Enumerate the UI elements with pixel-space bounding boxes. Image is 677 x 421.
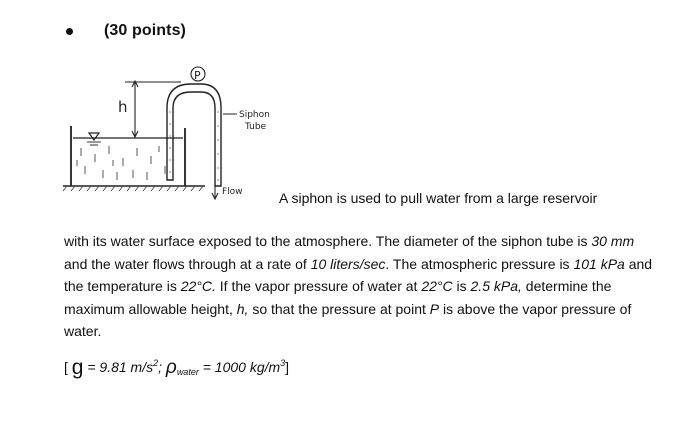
flow-label: Flow (222, 187, 243, 197)
question-points: (30 points) (104, 22, 186, 39)
gravity-value: = 9.81 m/s (83, 359, 154, 375)
siphon-tube (167, 84, 221, 186)
text-segment: with its water surface exposed to the atmosphere. The diameter of the siphon tube is (64, 233, 588, 249)
gravity-symbol: g (71, 356, 84, 379)
tube-shading (169, 112, 219, 180)
text-segment: determine the maximum allowable height, (64, 278, 612, 317)
text-segment: is above the vapor pressure of water. (64, 300, 632, 339)
height-label: h (118, 98, 128, 116)
water-body (77, 146, 165, 180)
bullet-point (66, 28, 73, 35)
problem-first-line: A siphon is used to pull water from a large reservoir (279, 190, 598, 206)
text-segment: so that the pressure at point (248, 300, 430, 317)
formula-separator: ; (158, 359, 166, 375)
water-ripples (87, 142, 101, 145)
temperature-value-2: 22°C (421, 278, 453, 294)
text-segment: . The atmospheric pressure is (385, 255, 574, 272)
vapor-pressure-value: 2.5 kPa, (470, 278, 522, 294)
formula-open-bracket: [ (64, 359, 68, 375)
formula-close-bracket: ] (285, 359, 290, 375)
tube-label-line1: Siphon (239, 110, 270, 120)
siphon-diagram (55, 62, 295, 202)
temperature-value: 22°C. (180, 278, 216, 294)
density-symbol: ρ (165, 357, 177, 378)
text-segment: and the water flows through at a rate of (64, 255, 311, 272)
text-segment: is (452, 278, 471, 294)
height-variable: h, (236, 300, 249, 317)
given-constants (64, 356, 289, 380)
text-segment: If the vapor pressure of water at (215, 278, 422, 294)
text-segment: and the temperature is (64, 255, 653, 294)
gravity-exponent: 2 (153, 358, 159, 368)
density-subscript: water (176, 367, 199, 377)
reservoir-tank (71, 126, 185, 186)
tube-label-line2: Tube (245, 122, 267, 132)
water-level-marker (89, 133, 99, 140)
density-value: = 1000 kg/m (198, 359, 281, 375)
flow-rate-value: 10 liters/sec (310, 255, 386, 272)
point-variable: P (429, 300, 440, 317)
problem-statement (64, 230, 654, 343)
density-exponent: 3 (280, 358, 286, 368)
point-p-label: P (194, 69, 201, 82)
diameter-value: 30 mm (591, 233, 635, 249)
atm-pressure-value: 101 kPa (573, 255, 625, 272)
